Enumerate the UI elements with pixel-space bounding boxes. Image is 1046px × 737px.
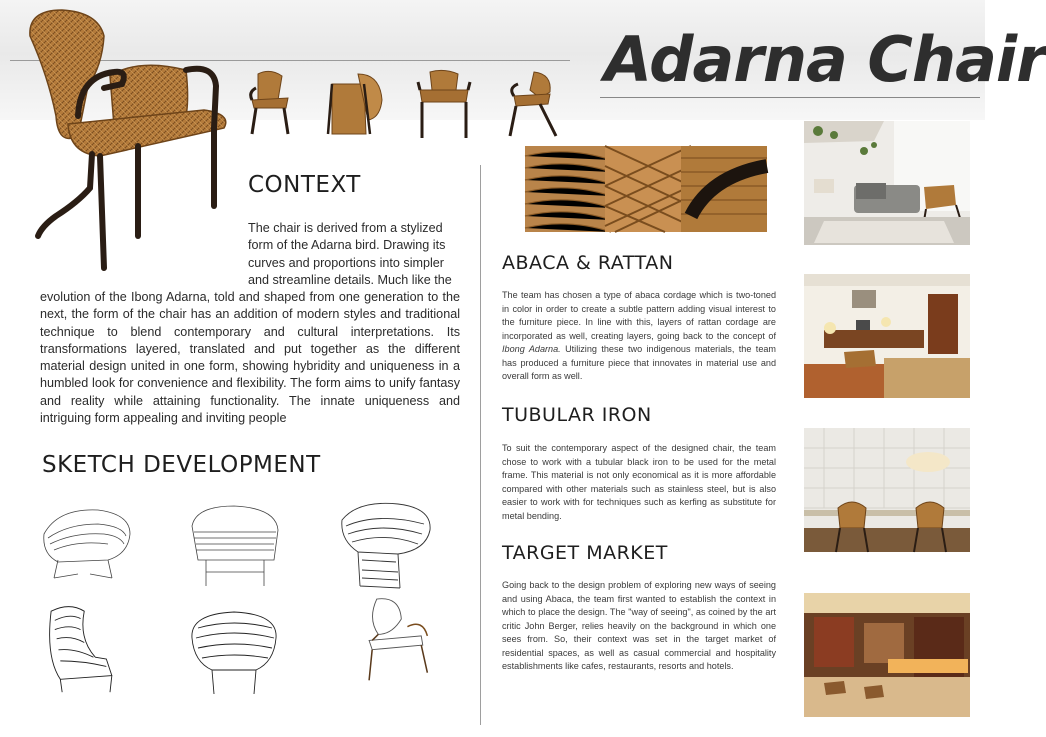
context-text-bottom: evolution of the Ibong Adarna, told and shaped from one generation to the next, the form of the chair has an addition of modern styles and traditional technique to blend contemporary and cultural interpretations. Its transformations layered, translated and put together as the different material design united in one form, showing hybridity and uniqueness in a humbled look for convenience and flexibility. The form aims to unify fantasy and reality while attaining functionality. The innate uniqueness and intriguing form appealing and inviting people: [40, 290, 460, 426]
sketch-2: [186, 502, 284, 594]
context-heading: CONTEXT: [248, 172, 361, 198]
abaca-text-before: The team has chosen a type of abaca cordage which is two-toned in color in order to create a subtle pattern adding visual interest to the furniture piece. In line with this, layers of rattan cordage are incorporated as well, creating layers, going back to the concept of: [502, 290, 776, 341]
abaca-rattan-heading: ABACA & RATTAN: [502, 252, 674, 274]
main-chair-image: [18, 6, 240, 278]
chair-thumbnail-1: [244, 70, 300, 138]
iron-frame-swatch: [681, 146, 767, 232]
target-market-heading: TARGET MARKET: [502, 542, 668, 564]
chair-thumbnail-2: [328, 70, 384, 138]
sketch-6: [350, 596, 448, 688]
tubular-iron-text: To suit the contemporary aspect of the designed chair, the team chose to work with a tubular black iron to be used for the metal frame. This material is not only economical as it is more affordable compared with other materials such as stainless steel, but is also easier to work with for techniques such as kerfing as substitute for metal bending.: [502, 443, 776, 521]
sketch-heading: SKETCH DEVELOPMENT: [42, 452, 321, 478]
rattan-texture-swatch: [605, 146, 691, 232]
sketch-5: [186, 608, 284, 700]
target-market-text: Going back to the design problem of exploring new ways of seeing and using Abaca, the team first wanted to establish the context in which to place the design. The "way of seeing", as coined by the art critic John Berger, relies heavily on the background in which one sees from. So, their context was set in the target market of residential spaces, as well as casual commercial and hospitality establishments like cafes, restaurants, resorts and hotels.: [502, 580, 776, 671]
abaca-texture-swatch: [525, 146, 611, 232]
chair-thumbnail-3: [416, 70, 472, 138]
abaca-rattan-text: [502, 289, 776, 384]
column-divider: [480, 165, 481, 725]
page-title: Adarna Chair: [604, 23, 1046, 96]
lounge-room-photo: [804, 274, 970, 398]
chair-thumbnail-4: [504, 70, 560, 138]
abaca-text-emphasis: Ibong Adarna.: [502, 344, 561, 354]
sketch-1: [38, 504, 136, 596]
sketch-4: [38, 602, 136, 694]
cafe-photo: [804, 428, 970, 552]
hotel-lobby-photo: [804, 593, 970, 717]
tubular-iron-heading: TUBULAR IRON: [502, 404, 652, 426]
abaca-text-after: Utilizing these two indigenous materials, the team has produced a furniture piece that innovates in material use and overall form as well.: [502, 344, 777, 381]
context-text-top: The chair is derived from a stylized form of the Adarna bird. Drawing its curves and proportions into simpler and streamline details. Much like the: [248, 221, 452, 287]
living-room-photo: [804, 121, 970, 245]
sketch-3: [338, 500, 436, 592]
